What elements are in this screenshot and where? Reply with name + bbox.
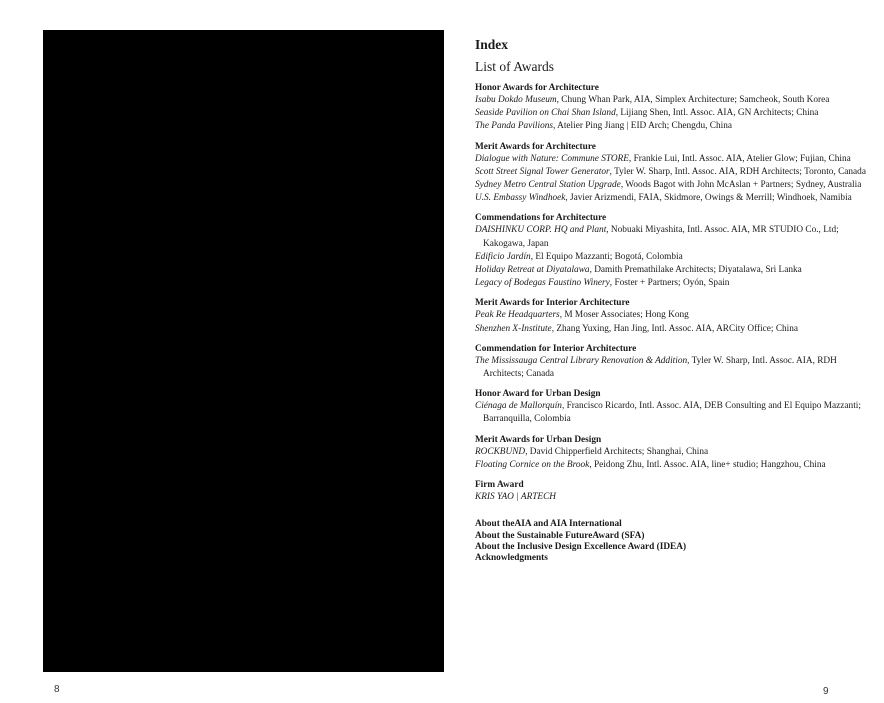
project-name: Seaside Pavilion on Chai Shan Island: [475, 108, 616, 119]
left-page-number: 8: [54, 684, 60, 695]
project-details: , Atelier Ping Jiang | EID Arch; Chengdu, China: [552, 121, 732, 132]
about-links: [475, 519, 870, 564]
award-sections: [475, 82, 870, 504]
award-entry: [475, 224, 870, 250]
awards-list-heading: List of Awards: [475, 59, 555, 74]
project-name: The Panda Pavilions: [475, 121, 553, 132]
award-section: [475, 212, 870, 290]
award-section-title: Commendations for Architecture: [475, 213, 607, 224]
about-link[interactable]: About the Sustainable FutureAward (SFA): [475, 530, 645, 541]
award-entry: [475, 400, 870, 426]
index-content: [475, 37, 870, 564]
award-section-title: Merit Awards for Urban Design: [475, 434, 602, 445]
award-entry: [475, 166, 870, 179]
award-entry: [475, 264, 870, 277]
project-details: , Damith Premathilake Architects; Diyatalawa, Sri Lanka: [589, 265, 802, 276]
project-details: , Javier Arizmendi, FAIA, Skidmore, Owings & Merrill; Windhoek, Namibia: [565, 193, 852, 204]
award-entry: [475, 309, 870, 322]
project-name: Shenzhen X-Institute: [475, 323, 552, 334]
project-details: , Tyler W. Sharp, Intl. Assoc. AIA, RDH Architects; Canada: [483, 355, 837, 380]
project-name: DAISHINKU CORP. HQ and Plant: [475, 225, 607, 236]
award-section-title: Commendation for Interior Architecture: [475, 343, 637, 354]
project-details: , Zhang Yuxing, Han Jing, Intl. Assoc. AIA, ARCity Office; China: [551, 323, 799, 334]
project-name: U.S. Embassy Windhoek: [475, 193, 566, 204]
project-name: The Mississauga Central Library Renovation & Addition: [475, 355, 688, 366]
project-name: ROCKBUND: [475, 446, 526, 457]
award-section: [475, 388, 870, 426]
award-section-title: Honor Award for Urban Design: [475, 389, 601, 400]
award-section-title: Firm Award: [475, 480, 524, 491]
award-section: [475, 82, 870, 134]
award-entry: [475, 277, 870, 290]
project-name: KRIS YAO | ARTECH: [475, 492, 557, 503]
project-details: , Woods Bagot with John McAslan + Partners; Sydney, Australia: [620, 180, 862, 191]
index-heading: Index: [475, 37, 509, 52]
award-section-title: Honor Awards for Architecture: [475, 83, 599, 93]
award-section-title: Merit Awards for Architecture: [475, 141, 596, 152]
award-section-title: Merit Awards for Interior Architecture: [475, 298, 630, 309]
award-section: [475, 479, 870, 504]
award-entry: [475, 94, 870, 107]
award-entry: [475, 355, 870, 381]
left-page-image: [43, 30, 444, 672]
project-details: , Tyler W. Sharp, Intl. Assoc. AIA, RDH Architects; Toronto, Canada: [609, 166, 866, 177]
award-entry: [475, 459, 870, 472]
award-entry: [475, 251, 870, 264]
project-details: , M Moser Associates; Hong Kong: [559, 310, 689, 321]
project-details: , Nobuaki Miyashita, Intl. Assoc. AIA, MR STUDIO Co., Ltd; Kakogawa, Japan: [483, 225, 839, 249]
project-details: , David Chipperfield Architects; Shanghai, China: [525, 446, 709, 457]
right-page-number: 9: [823, 686, 829, 697]
award-section: [475, 343, 870, 381]
about-link[interactable]: Acknowledgments: [475, 553, 548, 564]
project-details: , Chung Whan Park, AIA, Simplex Architecture; Samcheok, South Korea: [556, 95, 830, 105]
award-section: [475, 297, 870, 335]
award-entry: [475, 120, 870, 133]
about-link[interactable]: About the Inclusive Design Excellence Award (IDEA): [475, 541, 687, 552]
project-details: , Frankie Lui, Intl. Assoc. AIA, Atelier Glow; Fujian, China: [628, 153, 851, 164]
project-details: , Francisco Ricardo, Intl. Assoc. AIA, DEB Consulting and El Equipo Mazzanti; Barranquilla, Colombia: [483, 401, 861, 425]
project-name: Peak Re Headquarters: [475, 310, 560, 321]
award-section: [475, 434, 870, 472]
project-name: Floating Cornice on the Brook: [475, 459, 590, 470]
about-link[interactable]: About theAIA and AIA International: [475, 519, 622, 530]
project-name: Dialogue with Nature: Commune STORE: [475, 153, 629, 164]
project-details: , El Equipo Mazzanti; Bogotá, Colombia: [530, 251, 683, 262]
project-name: Edificio Jardín: [475, 251, 531, 262]
award-entry: [475, 179, 870, 192]
award-entry: [475, 323, 870, 336]
project-details: , Peidong Zhu, Intl. Assoc. AIA, line+ studio; Hangzhou, China: [589, 459, 826, 470]
project-name: Holiday Retreat at Diyatalawa: [475, 265, 590, 276]
project-name: Sydney Metro Central Station Upgrade: [475, 180, 621, 191]
award-entry: [475, 192, 870, 205]
project-name: Legacy of Bodegas Faustino Winery: [475, 278, 610, 289]
award-entry: [475, 491, 870, 504]
project-name: Scott Street Signal Tower Generator: [475, 166, 610, 177]
project-details: , Foster + Partners; Oyón, Spain: [609, 278, 730, 289]
project-name: Isabu Dokdo Museum: [475, 95, 557, 105]
project-name: Ciénaga de Mallorquín: [475, 401, 562, 412]
award-entry: [475, 107, 870, 120]
award-entry: [475, 153, 870, 166]
award-entry: [475, 446, 870, 459]
award-section: [475, 141, 870, 206]
project-details: , Lijiang Shen, Intl. Assoc. AIA, GN Architects; China: [615, 108, 819, 119]
